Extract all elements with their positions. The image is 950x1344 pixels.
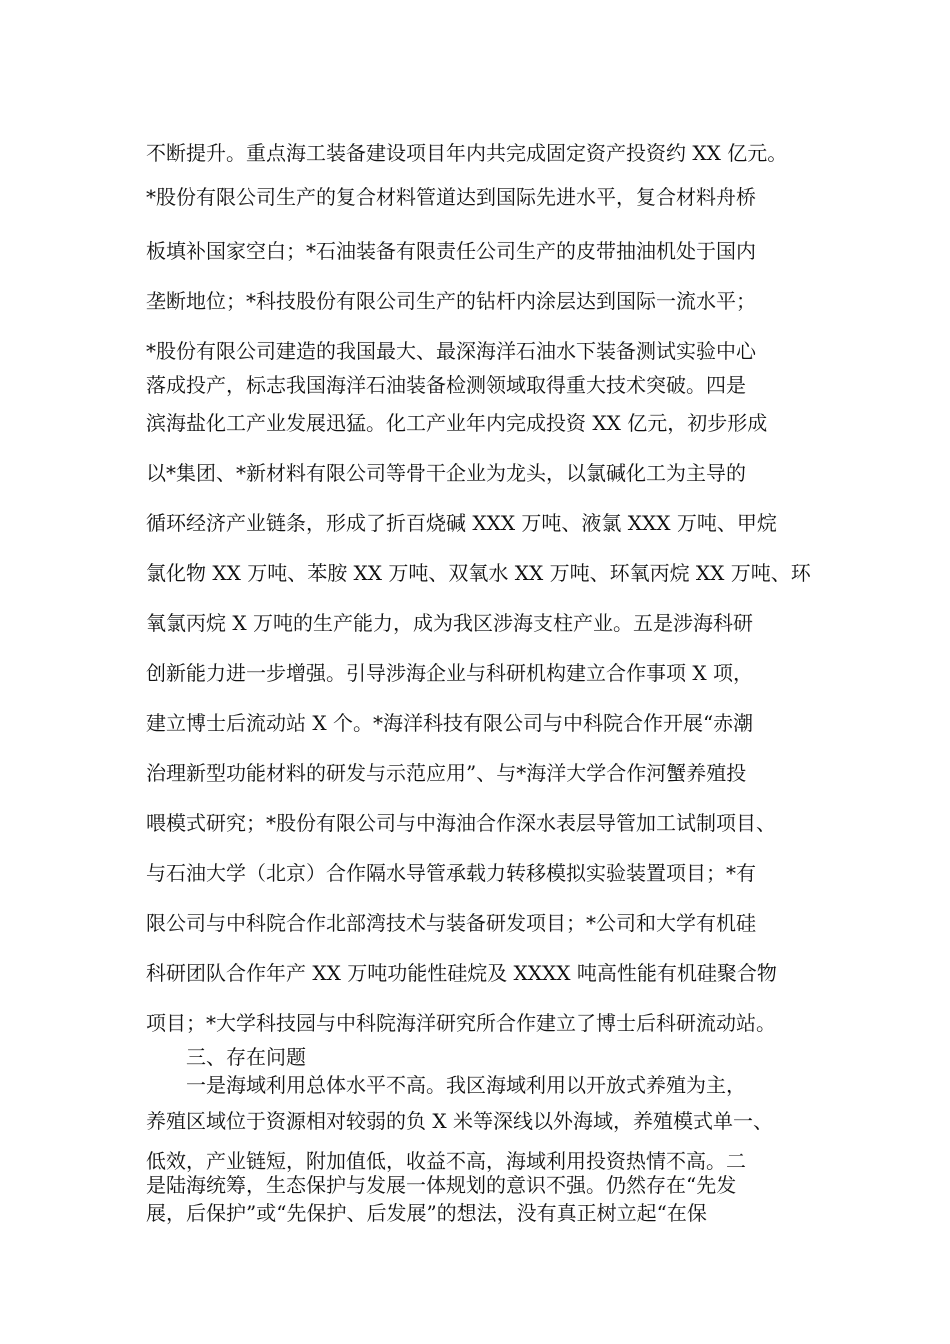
body-text-line: 以*集团、*新材料有限公司等骨干企业为龙头，以氯碱化工为主导的	[146, 461, 746, 485]
body-text-line: 一是海域利用总体水平不高。我区海域利用以开放式养殖为主，	[186, 1073, 746, 1097]
body-text-line: 滨海盐化工产业发展迅猛。化工产业年内完成投资 XX 亿元，初步形成	[146, 411, 768, 435]
body-text-line: 建立博士后流动站 X 个。*海洋科技有限公司与中科院合作开展“赤潮	[146, 711, 754, 735]
body-text-line: 科研团队合作年产 XX 万吨功能性硅烷及 XXXX 吨高性能有机硅聚合物	[146, 961, 777, 985]
body-text-line: *股份有限公司生产的复合材料管道达到国际先进水平，复合材料舟桥	[146, 185, 756, 209]
body-text-line: 循环经济产业链条，形成了折百烧碱 XXX 万吨、液氯 XXX 万吨、甲烷	[146, 511, 777, 535]
section-heading: 三、存在问题	[186, 1045, 306, 1069]
body-text-line: 是陆海统筹，生态保护与发展一体规划的意识不强。仍然存在“先发	[146, 1173, 737, 1197]
body-text-line: 养殖区域位于资源相对较弱的负 X 米等深线以外海域，养殖模式单一、	[146, 1109, 773, 1133]
body-text-line: 垄断地位；*科技股份有限公司生产的钻杆内涂层达到国际一流水平；	[146, 289, 756, 313]
body-text-line: 板填补国家空白；*石油装备有限责任公司生产的皮带抽油机处于国内	[146, 239, 756, 263]
body-text-line: 氯化物 XX 万吨、苯胺 XX 万吨、双氧水 XX 万吨、环氧丙烷 XX 万吨、环	[146, 561, 811, 585]
body-text-line: 喂模式研究；*股份有限公司与中海油合作深水表层导管加工试制项目、	[146, 811, 776, 835]
body-text-line: *股份有限公司建造的我国最大、最深海洋石油水下装备测试实验中心	[146, 339, 756, 363]
body-text-line: 与石油大学（北京）合作隔水导管承载力转移模拟实验装置项目；*有	[146, 861, 756, 885]
body-text-line: 创新能力进一步增强。引导涉海企业与科研机构建立合作事项 X 项，	[146, 661, 753, 685]
body-text-line: 氧氯丙烷 X 万吨的生产能力，成为我区涉海支柱产业。五是涉海科研	[146, 611, 753, 635]
body-text-line: 限公司与中科院合作北部湾技术与装备研发项目；*公司和大学有机硅	[146, 911, 756, 935]
body-text-line: 展，后保护”或“先保护、后发展”的想法，没有真正树立起“在保	[146, 1201, 707, 1225]
body-text-line: 低效，产业链短，附加值低，收益不高，海域利用投资热情不高。二	[146, 1149, 746, 1173]
body-text-line: 治理新型功能材料的研发与示范应用”、与*海洋大学合作河蟹养殖投	[146, 761, 747, 785]
body-text-line: 不断提升。重点海工装备建设项目年内共完成固定资产投资约 XX 亿元。	[146, 141, 788, 165]
body-text-line: 项目；*大学科技园与中科院海洋研究所合作建立了博士后科研流动站。	[146, 1011, 776, 1035]
body-text-line: 落成投产，标志我国海洋石油装备检测领域取得重大技术突破。四是	[146, 373, 746, 397]
